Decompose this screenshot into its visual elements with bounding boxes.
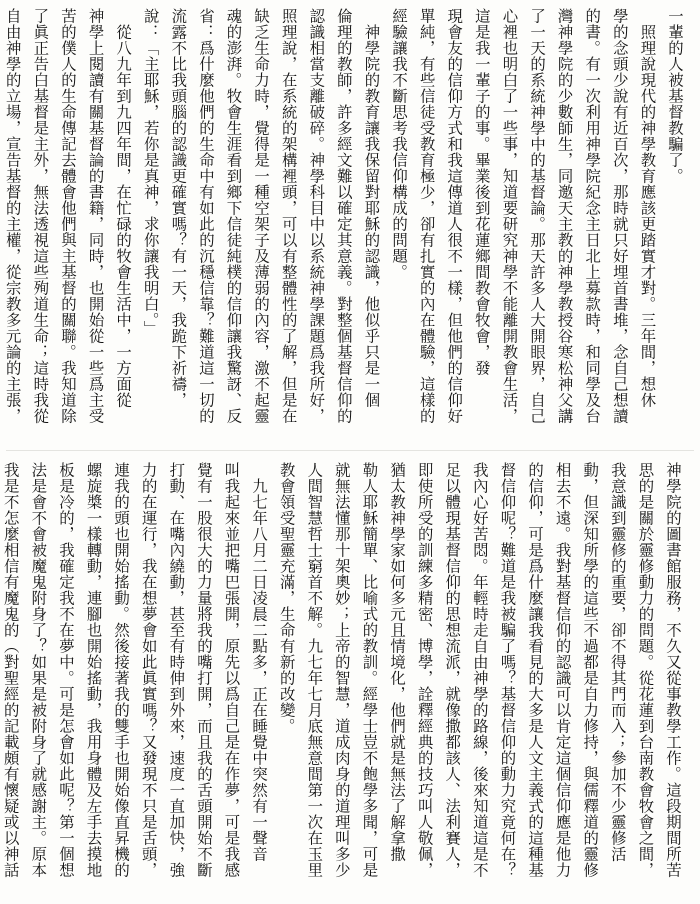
text-column: 自由神學的立場，宣告基督的主權，從宗教多元論的主張， [3, 8, 22, 424]
text-column: 認識相當支離破碎。神學科目中以系統神學課題爲我所好， [307, 8, 326, 424]
text-column: 神學上閱讀有關基督論的書籍，同時，也開始從一些爲主受 [86, 8, 105, 424]
text-column: 倫理的教師，許多經文難以確定其意義。對整個基督信仰的 [334, 8, 353, 424]
text-column: 就無法懂那十架奧妙；上帝的智慧，道成肉身的道理叫多少 [332, 462, 351, 878]
text-column: 相去不遠。我對基督信仰的認識可以肯定這個信仰應是他力 [553, 462, 572, 878]
text-column: 螺旋槳一樣轉動，連腳也開始搖動，我用身體及左手去摸地 [84, 462, 103, 878]
text-column: 照理說，在系統的架構裡頭，可以有整體性的了解，但是在 [279, 8, 298, 424]
text-column: 現會友的信仰方式和我這傳道人很不一樣，但他們的信仰好 [445, 8, 464, 424]
text-column: 了眞正告白基督是主外，無法透視這些殉道生命；這時我從 [31, 8, 50, 424]
text-column: 足以體現基督信仰的思想流派，就像撒都該人、法利賽人， [443, 462, 462, 878]
text-column: 法是會不會被魔鬼附身了？如果是被附身了就感謝主。原本 [29, 462, 48, 878]
text-column: 苦的僕人的生命傳記去體會他們與主基督的關聯。我知道除 [58, 8, 77, 424]
text-column: 經驗讓我不斷思考我信仰構成的問題。 [390, 8, 409, 280]
text-column: 我意識到靈修的重要，卻不得其門而入；參加不少靈修活 [608, 462, 627, 862]
text-column: 思的是關於靈修動力的問題。從花蓮到台南教會牧會之間， [636, 462, 655, 878]
text-column: 猶太教神學家如何多元且情境化，他們就是無法了解拿撒 [388, 462, 407, 862]
text-column: 神學院的圖書館服務，不久又從事教學工作。這段期間所苦 [664, 462, 682, 878]
text-column: 這是我一輩子的事。畢業後到花蓮鄉間教會牧會，發 [472, 8, 491, 376]
text-column: 我是不怎麼相信有魔鬼的（對聖經的記載頗有懷疑或以神話 [2, 462, 20, 878]
text-column: 覺有一股很大的力量將我的嘴打開，而且我的舌頭開始不斷 [194, 462, 213, 878]
text-column: 督信仰呢？難道是我被騙了嗎？基督信仰的動力究竟何在？ [498, 462, 517, 878]
text-column: 板是冷的，我確定我不在夢中。可是怎會如此呢？第一個想 [56, 462, 75, 878]
text-column: 教會領受聖靈充滿，生命有新的改變。 [277, 462, 296, 734]
text-column: 單純，有些信徒受教育極少，卻有扎實的內在體驗，這樣的 [417, 8, 436, 424]
text-column: 了一天的系統神學中的基督論。那天許多人大開眼界，自己 [528, 8, 547, 424]
text-column: 的書。有一次利用神學院紀念主日北上募款時，和同學及台 [583, 8, 602, 424]
text-column: 的信仰，可是爲什麼讓我看見的大多是人文主義式的這種基 [526, 462, 545, 878]
block-divider [6, 450, 694, 451]
text-column: 一輩的人被基督教騙了。 [666, 8, 684, 184]
text-column: 力的在運行，我在想夢會如此眞實嗎？又發現不只是舌頭， [139, 462, 158, 878]
text-column: 神學院的教育讓我保留對耶穌的認識，他似乎只是一個 [362, 8, 381, 408]
text-column: 心裡也明白了一些事，知道要研究神學不能離開教會生活， [500, 8, 519, 424]
text-column: 學的念頭少說有近百次，那時就只好埋首書堆，念自己想讀 [610, 8, 629, 424]
text-column: 灣神學院的少數師生，同邀天主教的神學教授谷寒松神父講 [555, 8, 574, 424]
text-column: 即使所受的訓練多精密、博學，詮釋經典的技巧叫人敬佩， [415, 462, 434, 878]
top-text-block [2, 8, 688, 440]
text-column: 從八九年到九四年間，在忙碌的牧會生活中，一方面從 [114, 8, 133, 408]
text-column: 缺乏生命力時，覺得是一種空架子及薄弱的內容，激不起靈 [252, 8, 271, 424]
text-column: 動，但深知所學的這些不過都是自力修持，與儒釋道的靈修 [581, 462, 600, 878]
text-column: 流露不比我頭腦的認識更確實嗎？有一天，我跪下祈禱， [169, 8, 188, 408]
text-column: 魂的澎湃。牧會生涯看到鄉下信徒純樸的信仰讓我驚訝、反 [224, 8, 243, 424]
text-column: 說：「主耶穌，若你是真神，求你讓我明白。」 [141, 8, 160, 337]
text-column: 勒人耶穌簡單、比喻式的教訓。經學士豈不飽學多聞，可是 [360, 462, 379, 878]
text-column: 省：爲什麼他們的生命中有如此的沉穩信靠？難道這一切的 [196, 8, 215, 424]
text-column: 叫我起來並把嘴巴張開，原先以爲自己是在作夢，可是我感 [222, 462, 241, 878]
text-column: 打動、在嘴內繞動，甚至有時伸到外來，速度一直加快，強 [167, 462, 186, 878]
text-column: 九七年八月二日凌晨二點多，正在睡覺中突然有一聲音 [250, 462, 269, 862]
text-column: 我內心好苦悶。年輕時走自由神學的路線，後來知道這是不 [470, 462, 489, 878]
text-column: 人間智慧哲士窮首不解。九七年七月底無意間第一次在玉里 [305, 462, 324, 878]
text-column: 照理說現代的神學教育應該更踏實才對。三年間，想休 [638, 8, 657, 408]
bottom-text-block [2, 462, 686, 898]
text-column: 連我的頭也開始搖動。然後接著我的雙手也開始像直昇機的 [112, 462, 131, 878]
